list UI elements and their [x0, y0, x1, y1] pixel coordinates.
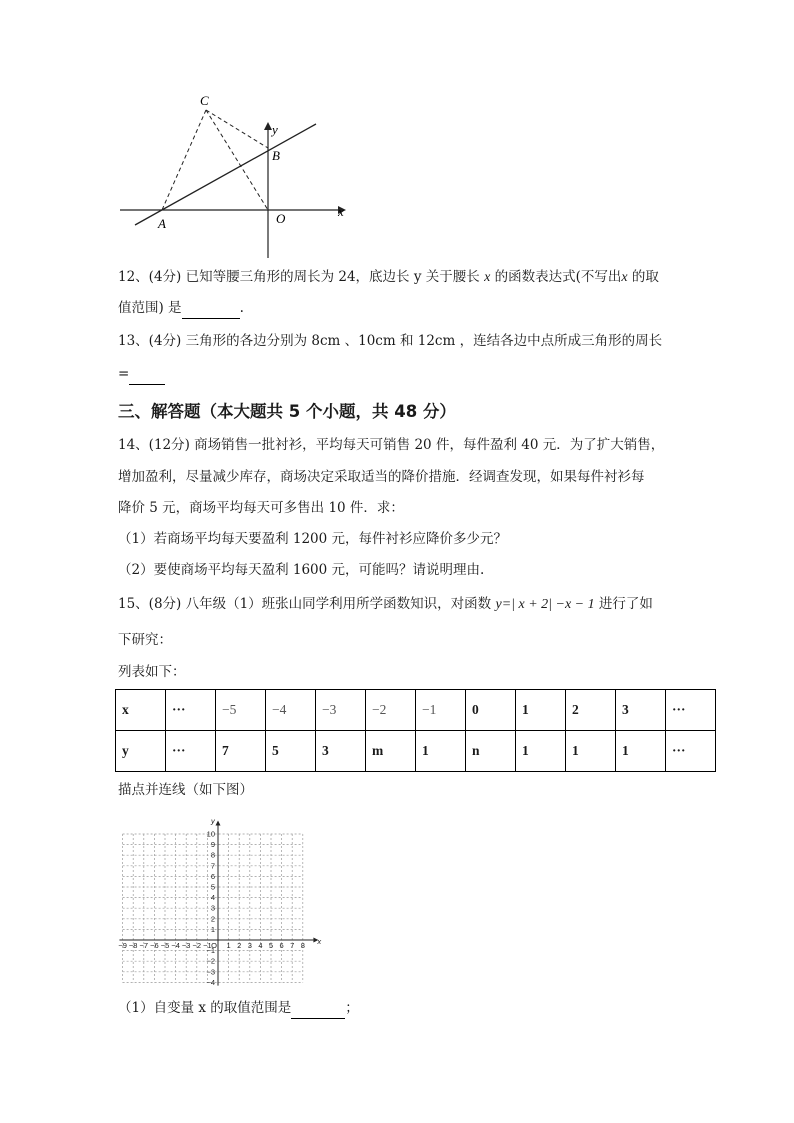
grid-x-tick-label: −5 [160, 941, 170, 950]
table-cell: −5 [216, 690, 266, 731]
table-cell: 1 [566, 731, 616, 772]
table-cell: 3 [616, 690, 666, 731]
q13-text-a: 13、(4分) 三角形的各边分别为 8cm 、10cm 和 12cm ，连结各边中点所成三角形的周长 [118, 333, 663, 349]
table-cell: ··· [166, 731, 216, 772]
q15-text-b: 进行了如 [598, 596, 653, 612]
table-cell: −2 [366, 690, 416, 731]
grid-x-tick-label: 4 [258, 941, 263, 950]
table-cell: 5 [266, 731, 316, 772]
question-15-sub-1 [118, 998, 359, 1019]
q15-sub1-answer-blank[interactable] [291, 998, 345, 1019]
grid-x-tick-label: −1 [203, 941, 212, 950]
grid-x-tick-label: −3 [181, 941, 191, 950]
question-12-line-1 [118, 267, 659, 288]
grid-x-tick-label: 8 [300, 941, 305, 950]
question-14-line-1: 14、(12分) 商场销售一批衬衫，平均每天可销售 20 件，每件盈利 40 元．为了扩大销售， [118, 437, 665, 453]
grid-y-tick-label: 7 [210, 861, 215, 871]
label-y: y [272, 122, 278, 137]
question-13-line-1 [118, 331, 662, 351]
question-14-sub-1: （1）若商场平均每天要盈利 1200 元，每件衬衫应降价多少元？ [118, 531, 508, 547]
table-cell: 1 [516, 731, 566, 772]
table-cell: 1 [516, 690, 566, 731]
label-b: B [272, 148, 280, 163]
q15-text-a: 15、(8分) 八年级（1）班张山同学利用所学函数知识，对函数 [118, 596, 492, 612]
grid-x-label: x [317, 937, 322, 946]
grid-x-tick-label: 3 [247, 941, 252, 950]
table-cell: −3 [316, 690, 366, 731]
table-cell: 1 [416, 731, 466, 772]
table-cell: x [116, 690, 166, 731]
question-13-line-2 [118, 364, 165, 385]
table-cell: 2 [566, 690, 616, 731]
q12-text-a: 12、(4分) 已知等腰三角形的周长为 24，底边长 y 关于腰长 [118, 269, 480, 285]
grid-x-tick-label: 6 [279, 941, 284, 950]
grid-origin-label: O [211, 941, 217, 950]
grid-x-tick-label: 7 [290, 941, 295, 950]
section-3-title: 三、解答题（本大题共 5 个小题，共 48 分） [118, 402, 456, 421]
table-cell: 7 [216, 731, 266, 772]
grid-y-tick-label: 3 [210, 903, 215, 913]
grid-y-tick-label: 9 [210, 840, 215, 850]
table-cell: 0 [466, 690, 516, 731]
grid-x-tick-label: −9 [118, 941, 127, 950]
grid-x-tick-label: 2 [237, 941, 242, 950]
grid-y-tick-label: 2 [210, 914, 215, 924]
table-cell: −1 [416, 690, 466, 731]
q12-text-c: 的取 [631, 269, 659, 285]
grid-y-tick-label: 1 [210, 924, 215, 934]
q15-sub1-text: （1）自变量 x 的取值范围是 [118, 1000, 292, 1016]
question-14-line-3: 降价 5 元，商场平均每天可多售出 10 件．求： [118, 500, 404, 516]
y-axis-arrow [264, 122, 272, 130]
grid-y-tick-label: 8 [210, 850, 215, 860]
table-cell: y [116, 731, 166, 772]
dashed-cb [206, 110, 268, 148]
table-cell: 1 [616, 731, 666, 772]
label-a: A [158, 216, 166, 231]
table-cell: m [366, 731, 416, 772]
grid-x-tick-label: −4 [171, 941, 180, 950]
q15-sub1-end: ； [345, 1000, 359, 1016]
grid-y-tick-label: 4 [210, 893, 215, 903]
q13-text-b: = [118, 366, 130, 382]
table-cell: −4 [266, 690, 316, 731]
table-cell: n [466, 731, 516, 772]
grid-y-tick-label: 6 [210, 871, 215, 881]
dashed-ca [162, 110, 206, 210]
table-cell: ··· [666, 731, 716, 772]
grid-y-tick-label: −2 [206, 956, 215, 966]
table-cell: 3 [316, 731, 366, 772]
geometry-figure [110, 88, 360, 268]
grid-x-tick-label: −2 [192, 941, 202, 950]
question-14-line-2: 增加盈利，尽量减少库存，商场决定采取适当的降价措施．经调查发现，如果每件衬衫每 [118, 469, 645, 485]
question-15-line-1 [118, 594, 653, 615]
q13-answer-blank[interactable] [129, 364, 165, 385]
table-row-x [116, 690, 716, 731]
q12-var-x: x [484, 270, 491, 285]
table-cell: ··· [666, 690, 716, 731]
coordinate-grid [118, 812, 338, 992]
grid-x-tick-label: −6 [150, 941, 159, 950]
grid-y-tick-label: −1 [206, 946, 215, 956]
grid-y-tick-label: −3 [206, 967, 215, 977]
grid-y-label: y [211, 816, 215, 826]
question-14-sub-2: （2）要使商场平均每天盈利 1600 元，可能吗？请说明理由. [118, 562, 485, 578]
q12-text-b: 的函数表达式(不写出 [494, 269, 622, 285]
label-c: C [200, 93, 209, 108]
grid-x-tick-label: −8 [128, 941, 138, 950]
table-cell: ··· [166, 690, 216, 731]
q12-text-d: 值范围) 是 [118, 300, 182, 316]
q12-var-x2: x [621, 270, 628, 285]
table-row-y [116, 731, 716, 772]
value-table [115, 689, 716, 772]
question-15-line-2: 下研究： [118, 632, 172, 648]
grid-x-tick-label: 5 [268, 941, 274, 950]
grid-y-tick-label: −4 [206, 977, 215, 987]
q12-text-e: . [239, 300, 244, 316]
q15-formula: y=| x + 2| −x − 1 [495, 597, 595, 612]
q12-answer-blank[interactable] [182, 298, 240, 319]
question-12-line-2 [118, 298, 244, 319]
label-x: x [338, 204, 344, 219]
plot-label: 描点并连线（如下图） [118, 782, 253, 798]
grid-y-tick-label: 10 [206, 829, 215, 839]
list-label: 列表如下： [118, 664, 186, 680]
grid-y-arrow [216, 821, 221, 826]
grid-x-tick-label: −7 [139, 941, 149, 950]
dashed-co [206, 110, 268, 210]
grid-x-tick-label: 1 [226, 941, 231, 950]
label-o: O [276, 211, 286, 226]
grid-y-tick-label: 5 [210, 882, 215, 892]
